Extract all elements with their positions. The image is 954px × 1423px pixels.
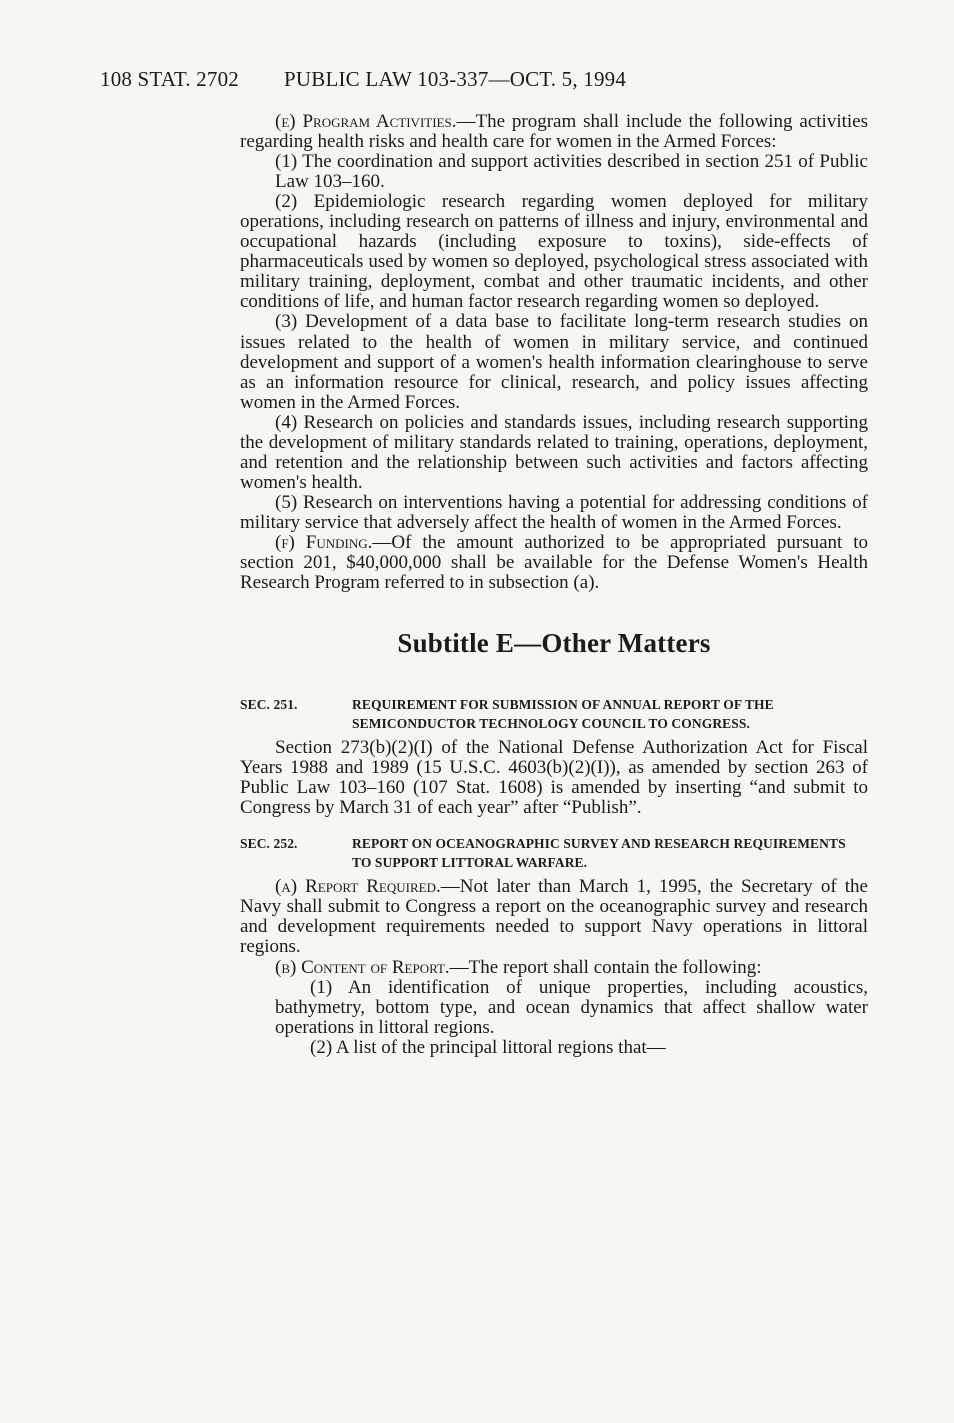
sec-251-text: Section 273(b)(2)(I) of the National Defense Authorization Act for Fiscal Years 1988 and 1989 (15 U.S.C. 4603(b)(2)(I)), as amended by section 263 of Public Law 103–160 (107 Stat. 1608) is amended by inserting “and submit to Congress by March 31 of each year” after “Publish”.: [240, 737, 868, 819]
document-body: [240, 112, 868, 1058]
program-item-2: (2) Epidemiologic research regarding women deployed for military operations, including research on patterns of illness and injury, environmental and occupational hazards (including exposure to toxins), side-effects of pharmaceuticals used by women so deployed, psychological stress associated with military training, deployment, combat and other traumatic incidents, and other conditions of life, and human factor research regarding women so deployed.: [240, 191, 868, 313]
report-required-paragraph: [240, 877, 868, 957]
sec-251-number: SEC. 251.: [240, 697, 298, 713]
program-activities-text: —The program shall include the following activities regarding health risks and health care for women in the Armed Forces:: [240, 111, 868, 153]
sec-251-heading: [240, 695, 868, 733]
public-law-citation: PUBLIC LAW 103-337—OCT. 5, 1994: [284, 67, 627, 91]
funding-label: (f) Funding.: [275, 531, 373, 553]
program-item-1: (1) The coordination and support activities described in section 251 of Public Law 103–160.: [275, 151, 868, 193]
sec-252-title: REPORT ON OCEANOGRAPHIC SURVEY AND RESEARCH REQUIREMENTS TO SUPPORT LITTORAL WARFARE.: [352, 836, 846, 871]
report-item-1: (1) An identification of unique properties, including acoustics, bathymetry, bottom type, and ocean dynamics that affect shallow water operations in littoral regions.: [275, 976, 868, 1038]
report-required-label: (a) Report Required.: [275, 876, 441, 898]
subtitle-heading: Subtitle E—Other Matters: [397, 628, 711, 659]
content-of-report-label: (b) Content of Report.: [275, 956, 450, 978]
funding-paragraph: [240, 533, 868, 593]
program-item-4: (4) Research on policies and standards issues, including research supporting the development of military standards related to training, operations, deployment, and retention and the relationship between such activities and factors affecting women's health.: [240, 411, 868, 493]
content-of-report-paragraph: [240, 958, 868, 978]
program-item-3: (3) Development of a data base to facilitate long-term research studies on issues related to the health of women in military service, and continued development and support of a women's health information clearinghouse to serve as an information resource for clinical, research, and policy issues affecting women in the Armed Forces.: [240, 311, 868, 413]
program-activities-paragraph: [240, 112, 868, 152]
stat-citation: 108 STAT. 2702: [100, 67, 239, 91]
report-required-text: —Not later than March 1, 1995, the Secretary of the Navy shall submit to Congress a report on the oceanographic survey and research and development requirements needed to support Navy operations in littoral regions.: [240, 876, 868, 958]
sec-252-number: SEC. 252.: [240, 836, 298, 852]
section-spacer: [240, 818, 868, 834]
sec-252-heading: [240, 834, 868, 872]
program-item-5: (5) Research on interventions having a potential for addressing conditions of military service that adversely affect the health of women in the Armed Forces.: [240, 491, 868, 533]
funding-text: —Of the amount authorized to be appropriated pursuant to section 201, $40,000,000 shall be available for the Defense Women's Health Research Program referred to in subsection (a).: [240, 531, 868, 594]
sec-251-title: REQUIREMENT FOR SUBMISSION OF ANNUAL REPORT OF THE SEMICONDUCTOR TECHNOLOGY COUNCIL TO CONGRESS.: [352, 697, 774, 732]
program-activities-label: (e) Program Activities.: [275, 111, 457, 132]
content-of-report-text: —The report shall contain the following:: [449, 956, 762, 978]
report-item-2: (2) A list of the principal littoral regions that—: [310, 1036, 666, 1058]
